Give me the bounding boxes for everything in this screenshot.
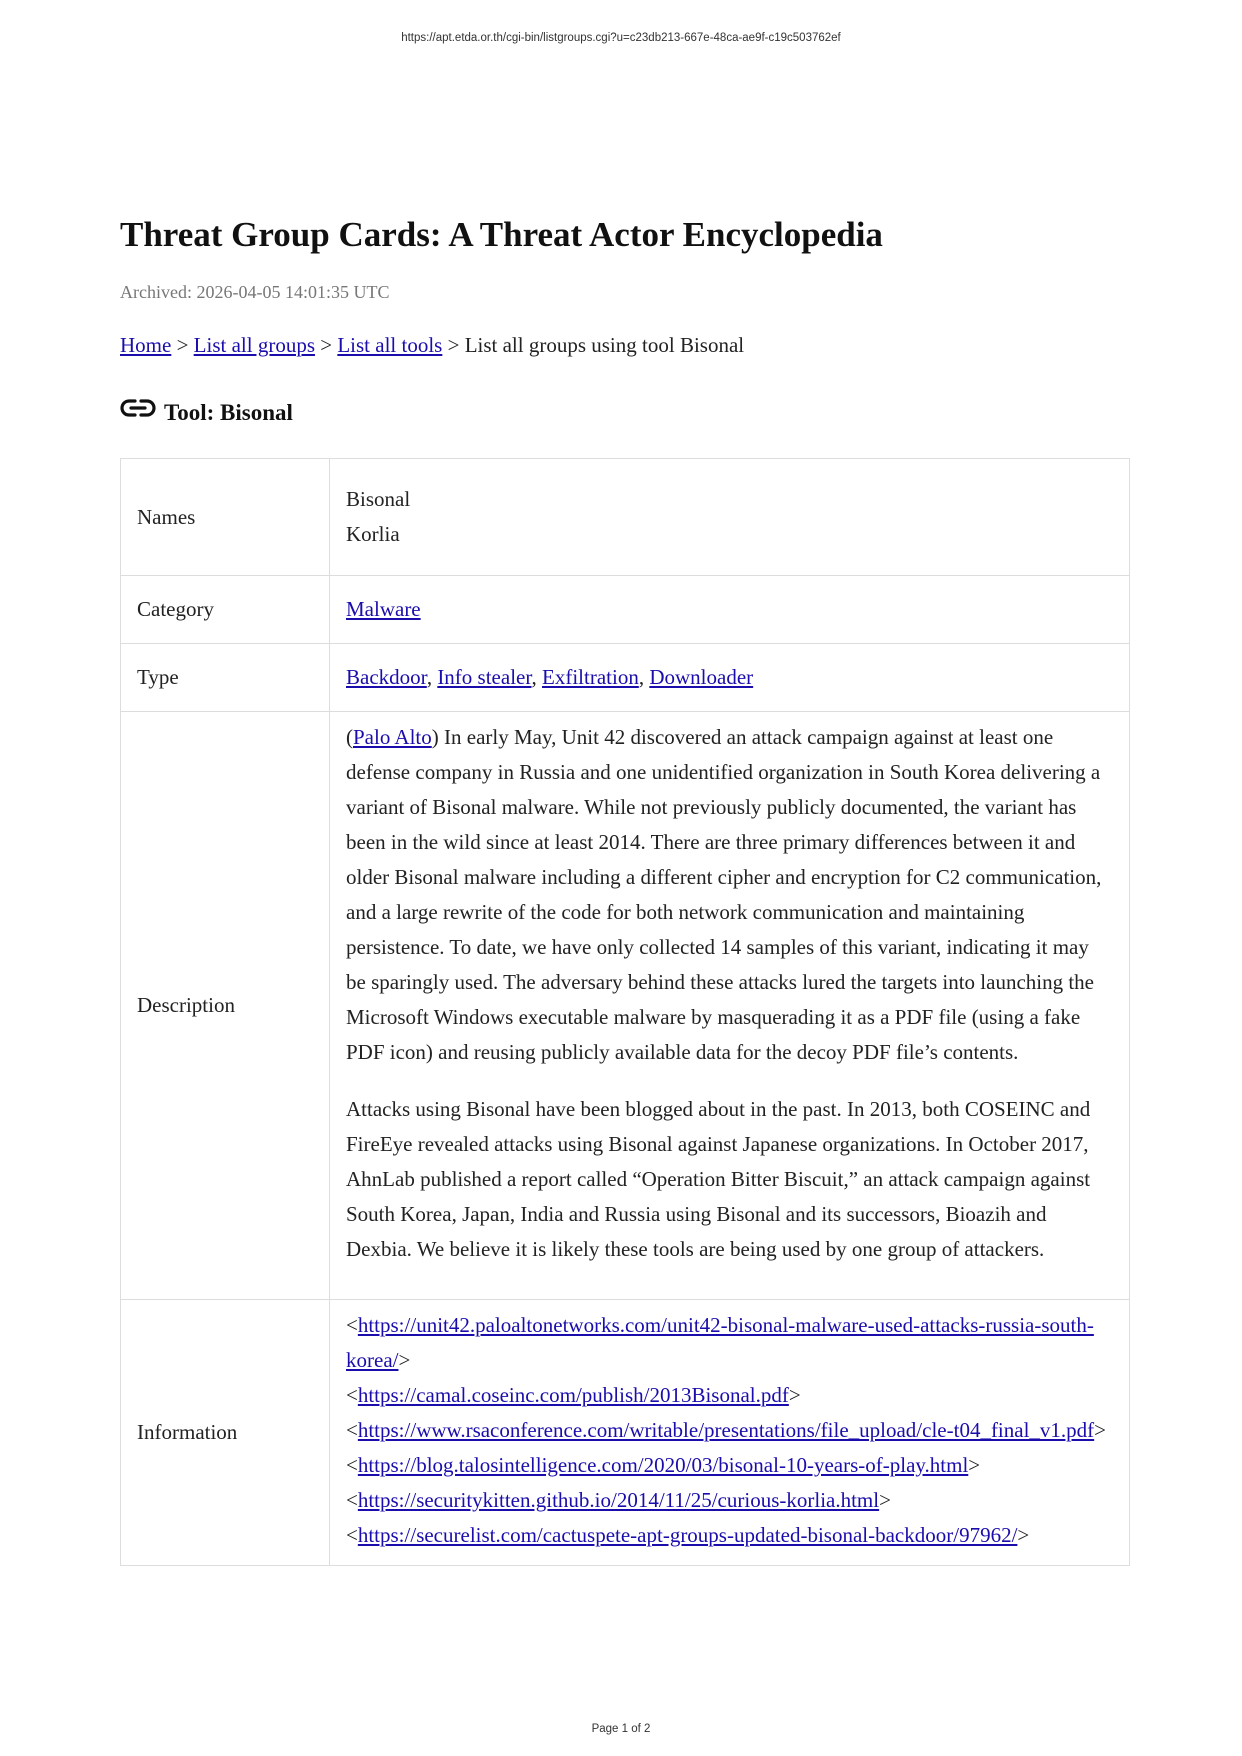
info-bracket-open: <	[346, 1418, 358, 1442]
names-label: Names	[121, 459, 330, 576]
info-bracket-open: <	[346, 1523, 358, 1547]
breadcrumb	[120, 331, 1130, 359]
table-row-category	[121, 576, 1130, 644]
information-value	[330, 1300, 1130, 1566]
information-link[interactable]: https://securelist.com/cactuspete-apt-groups-updated-bisonal-backdoor/97962/	[357, 1523, 1018, 1547]
name-item: Korlia	[346, 522, 400, 546]
breadcrumb-home-link[interactable]: Home	[120, 333, 172, 357]
information-item	[346, 1448, 1113, 1483]
info-bracket-open: <	[346, 1488, 358, 1512]
description-source-link[interactable]: Palo Alto	[353, 725, 432, 749]
type-exfiltration-link[interactable]: Exfiltration	[542, 665, 639, 689]
information-link[interactable]: https://blog.talosintelligence.com/2020/03/bisonal-10-years-of-play.html	[357, 1453, 969, 1477]
description-label: Description	[121, 712, 330, 1300]
name-item: Bisonal	[346, 487, 411, 511]
page-number-footer: Page 1 of 2	[591, 1723, 651, 1735]
breadcrumb-separator: >	[171, 333, 194, 357]
info-bracket-close: >	[968, 1453, 981, 1477]
tool-heading	[120, 392, 1130, 432]
main-content	[120, 212, 1130, 1566]
breadcrumb-current: List all groups using tool Bisonal	[464, 333, 745, 357]
information-label: Information	[121, 1300, 330, 1566]
info-bracket-close: >	[398, 1348, 411, 1372]
info-bracket-open: <	[346, 1313, 358, 1337]
information-item	[346, 1308, 1113, 1378]
type-downloader-link[interactable]: Downloader	[649, 665, 754, 689]
information-item	[346, 1378, 1113, 1413]
names-value	[330, 459, 1130, 576]
information-link[interactable]: https://www.rsaconference.com/writable/presentations/file_upload/cle-t04_final_v1.pdf	[357, 1418, 1095, 1442]
breadcrumb-separator: >	[315, 333, 338, 357]
type-info-stealer-link[interactable]: Info stealer	[437, 665, 532, 689]
info-bracket-open: <	[346, 1453, 358, 1477]
link-icon	[120, 396, 156, 420]
table-row-names	[121, 459, 1130, 576]
category-label: Category	[121, 576, 330, 644]
breadcrumb-all-tools-link[interactable]: List all tools	[337, 333, 443, 357]
category-malware-link[interactable]: Malware	[346, 597, 421, 621]
type-label: Type	[121, 644, 330, 712]
description-paragraph	[346, 720, 1113, 1070]
tool-card-table	[120, 458, 1130, 1566]
info-bracket-close: >	[1017, 1523, 1030, 1547]
tool-title: Tool: Bisonal	[164, 400, 293, 425]
print-header-url: https://apt.etda.or.th/cgi-bin/listgroups.cgi?u=c23db213-667e-48ca-ae9f-c19c503762ef	[401, 32, 841, 44]
description-paren-open: (	[346, 725, 353, 749]
information-item	[346, 1518, 1113, 1553]
breadcrumb-separator: >	[442, 333, 465, 357]
information-link[interactable]: https://camal.coseinc.com/publish/2013Bisonal.pdf	[357, 1383, 789, 1407]
description-text: In early May, Unit 42 discovered an attack campaign against at least one defense company in Russia and one unidentified organization in South Korea delivering a variant of Bisonal malware. While not previously publicly documented, the variant has been in the wild since at least 2014. There are three primary differences between it and older Bisonal malware including a different cipher and encryption for C2 communication, and a large rewrite of the code for both network communication and maintaining persistence. To date, we have only collected 14 samples of this variant, indicating it may be sparingly used. The adversary behind these attacks lured the targets into launching the Microsoft Windows executable malware by masquerading it as a PDF file (using a fake PDF icon) and reusing publicly available data for the decoy PDF file’s contents.	[346, 725, 1102, 1064]
info-bracket-close: >	[879, 1488, 891, 1512]
information-item	[346, 1483, 1113, 1518]
type-separator: ,	[531, 665, 543, 689]
info-bracket-open: <	[346, 1383, 358, 1407]
archived-timestamp: Archived: 2026-04-05 14:01:35 UTC	[120, 282, 390, 302]
description-paren-close: )	[431, 725, 439, 749]
info-bracket-close: >	[788, 1383, 801, 1407]
information-link[interactable]: https://securitykitten.github.io/2014/11/25/curious-korlia.html	[357, 1488, 880, 1512]
description-paragraph: Attacks using Bisonal have been blogged about in the past. In 2013, both COSEINC and FireEye revealed attacks using Bisonal against Japanese organizations. In October 2017, AhnLab published a report called “Operation Bitter Biscuit,” an attack campaign against South Korea, Japan, India and Russia using Bisonal and its successors, Bioazih and Dexbia. We believe it is likely these tools are being used by one group of attackers.	[346, 1097, 1091, 1261]
type-value	[330, 644, 1130, 712]
information-item	[346, 1413, 1113, 1448]
type-backdoor-link[interactable]: Backdoor	[346, 665, 427, 689]
breadcrumb-all-groups-link[interactable]: List all groups	[193, 333, 315, 357]
table-row-information	[121, 1300, 1130, 1566]
description-value	[330, 712, 1130, 1300]
table-row-type	[121, 644, 1130, 712]
info-bracket-close: >	[1094, 1418, 1107, 1442]
table-row-description	[121, 712, 1130, 1300]
type-separator: ,	[426, 665, 438, 689]
category-value	[330, 576, 1130, 644]
information-link[interactable]: https://unit42.paloaltonetworks.com/unit42-bisonal-malware-used-attacks-russia-south-korea/	[346, 1313, 1094, 1372]
page-title: Threat Group Cards: A Threat Actor Encyclopedia	[120, 215, 883, 254]
type-separator: ,	[638, 665, 650, 689]
